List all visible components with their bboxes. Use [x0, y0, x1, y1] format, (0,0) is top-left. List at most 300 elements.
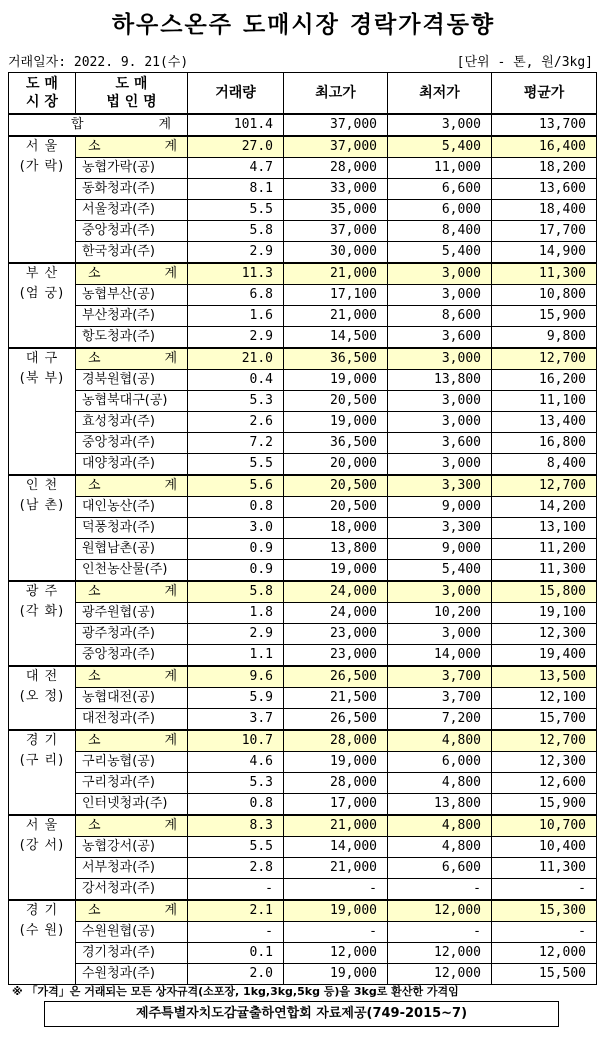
table-row	[9, 837, 597, 858]
cell-min: 11,000	[388, 158, 492, 179]
cell-avg: -	[492, 922, 597, 943]
market-name-line1: 서 울	[25, 139, 59, 154]
cell-max: 20,000	[284, 454, 388, 476]
table-row	[9, 158, 597, 179]
subtotal-avg: 15,300	[492, 900, 597, 922]
cell-max: 14,000	[284, 837, 388, 858]
subtotal-label-a: 소	[88, 351, 101, 366]
cell-max: 13,800	[284, 539, 388, 560]
subtotal-label-a: 소	[88, 478, 101, 493]
cell-volume: 3.0	[188, 518, 284, 539]
market-name-line2: (각 화)	[19, 604, 65, 619]
subtotal-label	[76, 263, 188, 285]
market-name	[9, 475, 76, 581]
subtotal-min: 3,000	[388, 263, 492, 285]
subtotal-avg: 16,400	[492, 136, 597, 158]
cell-volume: 1.1	[188, 645, 284, 667]
subtotal-label	[76, 136, 188, 158]
header-min: 최저가	[388, 73, 492, 115]
market-name-line1: 대 전	[25, 669, 59, 684]
table-row	[9, 603, 597, 624]
subtotal-max: 19,000	[284, 900, 388, 922]
cell-avg: 13,600	[492, 179, 597, 200]
cell-max: 21,000	[284, 858, 388, 879]
cell-volume: 4.6	[188, 752, 284, 773]
cell-volume: 3.7	[188, 709, 284, 731]
cell-min: 4,800	[388, 773, 492, 794]
cell-max: 24,000	[284, 603, 388, 624]
cell-min: 3,000	[388, 285, 492, 306]
cell-max: 36,500	[284, 433, 388, 454]
table-row	[9, 370, 597, 391]
subtotal-label	[76, 730, 188, 752]
cell-avg: 10,800	[492, 285, 597, 306]
cell-min: 7,200	[388, 709, 492, 731]
subtotal-row	[9, 581, 597, 603]
cell-min: -	[388, 922, 492, 943]
subtotal-volume: 5.6	[188, 475, 284, 497]
cell-volume: 1.6	[188, 306, 284, 327]
subtotal-row	[9, 475, 597, 497]
corp-name: 중앙청과(주)	[76, 433, 188, 454]
table-row	[9, 964, 597, 985]
table-row	[9, 794, 597, 816]
subtotal-max: 20,500	[284, 475, 388, 497]
cell-avg: 13,100	[492, 518, 597, 539]
cell-max: 19,000	[284, 964, 388, 985]
cell-volume: 5.3	[188, 391, 284, 412]
market-name-line1: 서 울	[25, 818, 59, 833]
market-name-line1: 인 천	[25, 478, 59, 493]
price-note: ※ 「가격」은 거래되는 모든 상자규격(소포장, 1kg,3kg,5kg 등)을 3kg로 환산한 가격임	[12, 985, 459, 998]
corp-name: 대전청과(주)	[76, 709, 188, 731]
market-name-line2: (수 원)	[19, 923, 65, 938]
corp-name: 서울청과(주)	[76, 200, 188, 221]
total-label	[9, 114, 188, 136]
subtotal-avg: 12,700	[492, 475, 597, 497]
subtotal-label	[76, 666, 188, 688]
subtotal-max: 36,500	[284, 348, 388, 370]
market-name-line2: (가 락)	[19, 159, 65, 174]
corp-name: 동화청과(주)	[76, 179, 188, 200]
header-volume: 거래량	[188, 73, 284, 115]
table-row	[9, 497, 597, 518]
subtotal-label-b: 계	[164, 903, 177, 918]
cell-volume: 2.9	[188, 624, 284, 645]
market-name-line2: (오 정)	[19, 689, 65, 704]
subtotal-avg: 12,700	[492, 730, 597, 752]
header-market-line1: 도 매	[26, 76, 58, 92]
subtotal-min: 3,300	[388, 475, 492, 497]
cell-max: 28,000	[284, 158, 388, 179]
subtotal-min: 3,000	[388, 348, 492, 370]
subtotal-label	[76, 815, 188, 837]
table-row	[9, 285, 597, 306]
subtotal-label-a: 소	[88, 733, 101, 748]
cell-volume: 7.2	[188, 433, 284, 454]
subtotal-label-b: 계	[164, 266, 177, 281]
table-row	[9, 518, 597, 539]
cell-min: 6,000	[388, 752, 492, 773]
market-name-line1: 경 기	[25, 903, 59, 918]
table-row	[9, 688, 597, 709]
subtotal-row	[9, 666, 597, 688]
cell-volume: 2.9	[188, 327, 284, 349]
table-row	[9, 539, 597, 560]
market-name-line2: (북 부)	[19, 371, 65, 386]
corp-name: 농협대전(공)	[76, 688, 188, 709]
table-row	[9, 560, 597, 582]
cell-min: 12,000	[388, 943, 492, 964]
market-name-line1: 부 산	[25, 266, 59, 281]
subtotal-label-b: 계	[164, 351, 177, 366]
table-row	[9, 242, 597, 264]
total-avg: 13,700	[492, 114, 597, 136]
header-row	[9, 73, 597, 115]
cell-min: 6,000	[388, 200, 492, 221]
cell-volume: 5.8	[188, 221, 284, 242]
table-row	[9, 221, 597, 242]
table-body	[9, 114, 597, 985]
corp-name: 농협북대구(공)	[76, 391, 188, 412]
cell-min: 3,000	[388, 391, 492, 412]
market-name	[9, 730, 76, 815]
corp-name: 농협강서(공)	[76, 837, 188, 858]
header-market	[9, 73, 76, 115]
subtotal-row	[9, 348, 597, 370]
corp-name: 중앙청과(주)	[76, 221, 188, 242]
cell-min: 3,600	[388, 327, 492, 349]
cell-avg: 12,600	[492, 773, 597, 794]
market-name	[9, 666, 76, 730]
cell-avg: 16,200	[492, 370, 597, 391]
cell-avg: 15,900	[492, 306, 597, 327]
cell-avg: 12,100	[492, 688, 597, 709]
cell-volume: 0.8	[188, 794, 284, 816]
market-name-line1: 대 구	[25, 351, 59, 366]
corp-name: 중앙청과(주)	[76, 645, 188, 667]
table-row	[9, 179, 597, 200]
cell-min: 5,400	[388, 242, 492, 264]
table-row	[9, 454, 597, 476]
total-min: 3,000	[388, 114, 492, 136]
table-row	[9, 645, 597, 667]
cell-volume: 5.9	[188, 688, 284, 709]
subtotal-label-b: 계	[164, 669, 177, 684]
unit-label: [단위 - 톤, 원/3kg]	[456, 55, 593, 70]
cell-volume: 4.7	[188, 158, 284, 179]
subtotal-min: 12,000	[388, 900, 492, 922]
cell-max: 19,000	[284, 412, 388, 433]
market-name	[9, 136, 76, 263]
subtotal-min: 3,700	[388, 666, 492, 688]
table-row	[9, 412, 597, 433]
subtotal-max: 37,000	[284, 136, 388, 158]
corp-name: 구리농협(공)	[76, 752, 188, 773]
price-table	[8, 72, 597, 985]
cell-max: 20,500	[284, 497, 388, 518]
cell-min: 3,700	[388, 688, 492, 709]
cell-max: -	[284, 922, 388, 943]
subtotal-max: 24,000	[284, 581, 388, 603]
cell-avg: 12,000	[492, 943, 597, 964]
corp-name: 농협가락(공)	[76, 158, 188, 179]
corp-name: 구리청과(주)	[76, 773, 188, 794]
corp-name: 항도청과(주)	[76, 327, 188, 349]
cell-volume: 0.8	[188, 497, 284, 518]
cell-max: 19,000	[284, 560, 388, 582]
cell-min: -	[388, 879, 492, 901]
cell-max: 33,000	[284, 179, 388, 200]
cell-min: 9,000	[388, 497, 492, 518]
corp-name: 인천농산물(주)	[76, 560, 188, 582]
subtotal-max: 21,000	[284, 263, 388, 285]
cell-max: 28,000	[284, 773, 388, 794]
cell-min: 6,600	[388, 858, 492, 879]
subtotal-label-a: 소	[88, 584, 101, 599]
cell-avg: 9,800	[492, 327, 597, 349]
cell-avg: 12,300	[492, 752, 597, 773]
total-label-b: 계	[158, 117, 171, 132]
subtotal-volume: 27.0	[188, 136, 284, 158]
corp-name: 경기청과(주)	[76, 943, 188, 964]
subtotal-max: 26,500	[284, 666, 388, 688]
header-corp	[76, 73, 188, 115]
cell-avg: 18,200	[492, 158, 597, 179]
subtotal-volume: 9.6	[188, 666, 284, 688]
cell-min: 12,000	[388, 964, 492, 985]
corp-name: 경북원협(공)	[76, 370, 188, 391]
subtotal-label	[76, 475, 188, 497]
corp-name: 원협남촌(공)	[76, 539, 188, 560]
total-volume: 101.4	[188, 114, 284, 136]
corp-name: 광주청과(주)	[76, 624, 188, 645]
subtotal-min: 4,800	[388, 730, 492, 752]
cell-max: 19,000	[284, 370, 388, 391]
subtotal-label-b: 계	[164, 139, 177, 154]
total-max: 37,000	[284, 114, 388, 136]
subtotal-volume: 21.0	[188, 348, 284, 370]
subtotal-volume: 5.8	[188, 581, 284, 603]
cell-max: 17,100	[284, 285, 388, 306]
market-name	[9, 900, 76, 985]
cell-max: 35,000	[284, 200, 388, 221]
trade-date: 거래일자: 2022. 9. 21(수)	[8, 55, 189, 70]
cell-avg: 13,400	[492, 412, 597, 433]
header-corp-line2: 법 인 명	[106, 94, 157, 110]
subtotal-label-a: 소	[88, 903, 101, 918]
cell-volume: 5.3	[188, 773, 284, 794]
cell-avg: 11,300	[492, 858, 597, 879]
subtotal-label-a: 소	[88, 266, 101, 281]
table-row	[9, 943, 597, 964]
header-avg: 평균가	[492, 73, 597, 115]
subtotal-label	[76, 900, 188, 922]
cell-avg: 15,700	[492, 709, 597, 731]
market-name-line1: 광 주	[25, 584, 59, 599]
market-name	[9, 263, 76, 348]
total-label-a: 합	[71, 117, 84, 132]
subtotal-avg: 12,700	[492, 348, 597, 370]
cell-volume: 5.5	[188, 837, 284, 858]
cell-volume: 0.9	[188, 539, 284, 560]
corp-name: 한국청과(주)	[76, 242, 188, 264]
market-name-line2: (구 리)	[19, 753, 65, 768]
market-name-line2: (남 촌)	[19, 498, 65, 513]
corp-name: 수원원협(공)	[76, 922, 188, 943]
cell-avg: 18,400	[492, 200, 597, 221]
cell-volume: 2.6	[188, 412, 284, 433]
cell-volume: 5.5	[188, 454, 284, 476]
cell-max: 17,000	[284, 794, 388, 816]
corp-name: 부산청과(주)	[76, 306, 188, 327]
cell-min: 9,000	[388, 539, 492, 560]
corp-name: 수원청과(주)	[76, 964, 188, 985]
table-row	[9, 306, 597, 327]
market-name-line1: 경 기	[25, 733, 59, 748]
cell-volume: 1.8	[188, 603, 284, 624]
table-row	[9, 391, 597, 412]
corp-name: 강서청과(주)	[76, 879, 188, 901]
cell-min: 4,800	[388, 837, 492, 858]
cell-max: -	[284, 879, 388, 901]
cell-min: 5,400	[388, 560, 492, 582]
cell-volume: 2.9	[188, 242, 284, 264]
subtotal-label-b: 계	[164, 733, 177, 748]
header-max: 최고가	[284, 73, 388, 115]
subtotal-volume: 8.3	[188, 815, 284, 837]
table-row	[9, 433, 597, 454]
subtotal-label-b: 계	[164, 478, 177, 493]
market-name	[9, 815, 76, 900]
corp-name: 서부청과(주)	[76, 858, 188, 879]
total-row	[9, 114, 597, 136]
corp-name: 덕풍청과(주)	[76, 518, 188, 539]
subtotal-avg: 15,800	[492, 581, 597, 603]
subtotal-max: 28,000	[284, 730, 388, 752]
page-title: 하우스온주 도매시장 경락가격동향	[111, 12, 496, 38]
subtotal-min: 4,800	[388, 815, 492, 837]
subtotal-label-a: 소	[88, 669, 101, 684]
cell-avg: 12,300	[492, 624, 597, 645]
cell-avg: 15,500	[492, 964, 597, 985]
market-name-line2: (강 서)	[19, 838, 65, 853]
subtotal-max: 21,000	[284, 815, 388, 837]
cell-avg: 19,400	[492, 645, 597, 667]
subtotal-label-a: 소	[88, 139, 101, 154]
cell-volume: 2.8	[188, 858, 284, 879]
cell-max: 12,000	[284, 943, 388, 964]
cell-volume: 8.1	[188, 179, 284, 200]
subtotal-label	[76, 348, 188, 370]
cell-avg: 19,100	[492, 603, 597, 624]
cell-volume: 0.1	[188, 943, 284, 964]
cell-avg: 14,200	[492, 497, 597, 518]
cell-min: 13,800	[388, 794, 492, 816]
cell-volume: 2.0	[188, 964, 284, 985]
cell-max: 19,000	[284, 752, 388, 773]
cell-volume: 0.4	[188, 370, 284, 391]
cell-min: 13,800	[388, 370, 492, 391]
cell-max: 18,000	[284, 518, 388, 539]
subtotal-avg: 11,300	[492, 263, 597, 285]
cell-avg: 14,900	[492, 242, 597, 264]
table-row	[9, 709, 597, 731]
corp-name: 대인농산(주)	[76, 497, 188, 518]
cell-max: 21,000	[284, 306, 388, 327]
corp-name: 광주원협(공)	[76, 603, 188, 624]
subtotal-row	[9, 730, 597, 752]
subtotal-row	[9, 815, 597, 837]
cell-avg: 8,400	[492, 454, 597, 476]
cell-min: 8,400	[388, 221, 492, 242]
corp-name: 인터넷청과(주)	[76, 794, 188, 816]
cell-volume: -	[188, 922, 284, 943]
cell-min: 6,600	[388, 179, 492, 200]
header-market-line2: 시 장	[26, 94, 58, 110]
table-row	[9, 922, 597, 943]
table-row	[9, 879, 597, 901]
cell-max: 20,500	[284, 391, 388, 412]
subtotal-volume: 2.1	[188, 900, 284, 922]
cell-avg: 11,200	[492, 539, 597, 560]
subtotal-volume: 11.3	[188, 263, 284, 285]
cell-max: 21,500	[284, 688, 388, 709]
cell-min: 10,200	[388, 603, 492, 624]
subtotal-avg: 10,700	[492, 815, 597, 837]
subtotal-row	[9, 136, 597, 158]
corp-name: 대양청과(주)	[76, 454, 188, 476]
cell-avg: 17,700	[492, 221, 597, 242]
cell-avg: 16,800	[492, 433, 597, 454]
subtotal-row	[9, 263, 597, 285]
corp-name: 효성청과(주)	[76, 412, 188, 433]
cell-volume: 0.9	[188, 560, 284, 582]
corp-name: 농협부산(공)	[76, 285, 188, 306]
table-row	[9, 858, 597, 879]
cell-max: 23,000	[284, 624, 388, 645]
market-name-line2: (엄 궁)	[19, 286, 65, 301]
table-row	[9, 773, 597, 794]
table-row	[9, 200, 597, 221]
cell-min: 14,000	[388, 645, 492, 667]
subtotal-min: 3,000	[388, 581, 492, 603]
cell-min: 8,600	[388, 306, 492, 327]
cell-avg: 11,100	[492, 391, 597, 412]
table-row	[9, 752, 597, 773]
cell-volume: 6.8	[188, 285, 284, 306]
cell-avg: -	[492, 879, 597, 901]
market-name	[9, 581, 76, 666]
subtotal-min: 5,400	[388, 136, 492, 158]
cell-max: 37,000	[284, 221, 388, 242]
cell-max: 30,000	[284, 242, 388, 264]
market-name	[9, 348, 76, 475]
cell-max: 26,500	[284, 709, 388, 731]
table-row	[9, 327, 597, 349]
cell-min: 3,000	[388, 412, 492, 433]
subtotal-label	[76, 581, 188, 603]
source-credit: 제주특별자치도감귤출하연합회 자료제공(749-2015~7)	[44, 1001, 559, 1027]
subtotal-volume: 10.7	[188, 730, 284, 752]
cell-max: 23,000	[284, 645, 388, 667]
cell-avg: 10,400	[492, 837, 597, 858]
table-row	[9, 624, 597, 645]
cell-min: 3,000	[388, 624, 492, 645]
subtotal-row	[9, 900, 597, 922]
cell-avg: 15,900	[492, 794, 597, 816]
subtotal-label-a: 소	[88, 818, 101, 833]
